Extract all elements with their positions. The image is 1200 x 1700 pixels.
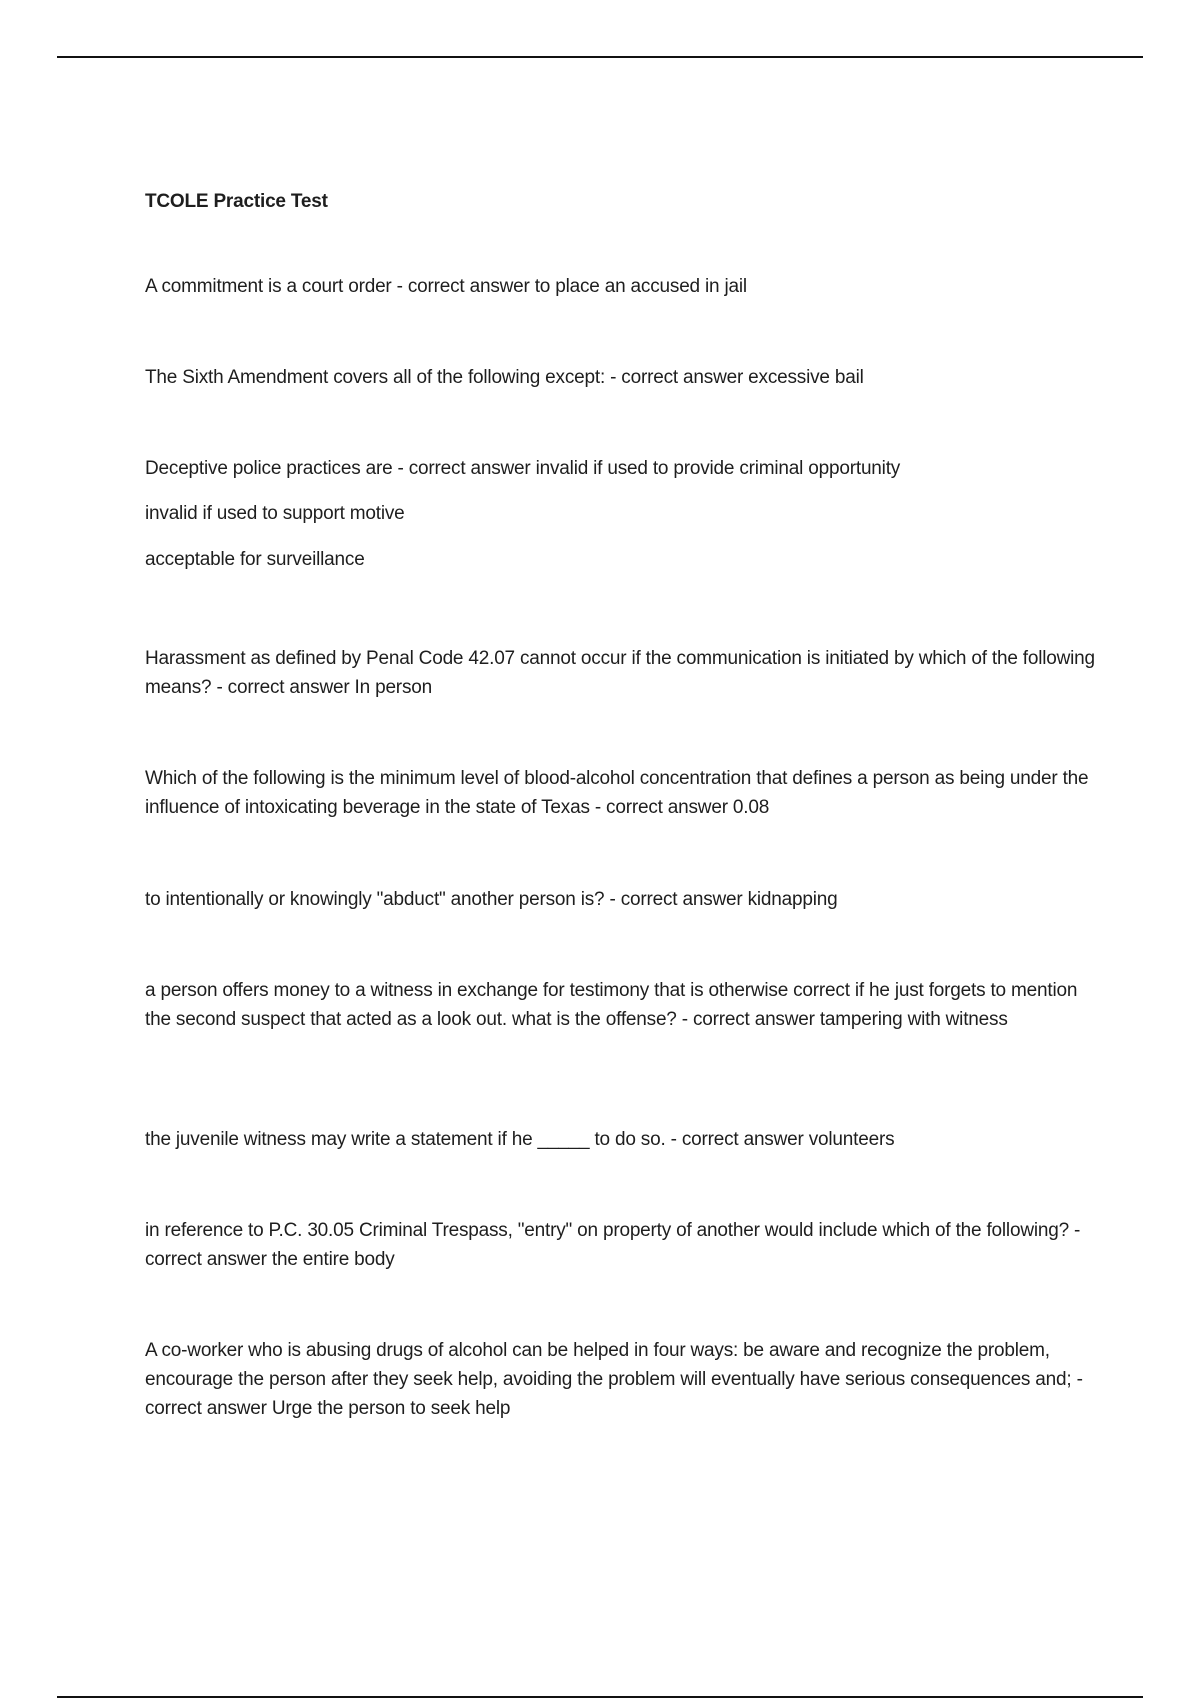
qa-text: a person offers money to a witness in exchange for testimony that is otherwise correct if he just forgets to mention the second suspect that acted as a look out. what is the offense? - correct answer tampering with witness <box>145 980 1078 1030</box>
qa-text: in reference to P.C. 30.05 Criminal Trespass, "entry" on property of another would include which of the following? - correct answer the entire body <box>145 1220 1081 1270</box>
qa-text: A commitment is a court order - correct answer to place an accused in jail <box>145 276 747 297</box>
qa-item-6 <box>145 885 1095 914</box>
qa-text: The Sixth Amendment covers all of the following except: - correct answer excessive bail <box>145 367 864 388</box>
qa-extra-line: invalid if used to support motive <box>145 503 405 524</box>
document-title: TCOLE Practice Test <box>145 191 328 212</box>
qa-text: Harassment as defined by Penal Code 42.07 cannot occur if the communication is initiated by which of the following means? - correct answer In person <box>145 648 1095 698</box>
qa-text: A co-worker who is abusing drugs of alcohol can be helped in four ways: be aware and recognize the problem, encourage the person after they seek help, avoiding the problem will eventually have serious consequences and; - correct answer Urge the person to seek help <box>145 1340 1083 1419</box>
qa-item-8 <box>145 1125 1095 1154</box>
qa-text: Which of the following is the minimum level of blood-alcohol concentration that defines a person as being under the influence of intoxicating beverage in the state of Texas - correct answer 0.08 <box>145 768 1089 818</box>
qa-item-5 <box>145 764 1095 822</box>
qa-text: to intentionally or knowingly "abduct" another person is? - correct answer kidnapping <box>145 889 838 910</box>
qa-extra-line: acceptable for surveillance <box>145 549 365 570</box>
qa-text: the juvenile witness may write a statement if he _____ to do so. - correct answer volunteers <box>145 1129 895 1150</box>
qa-item-7 <box>145 976 1095 1034</box>
qa-item-10 <box>145 1336 1095 1423</box>
qa-text: Deceptive police practices are - correct answer invalid if used to provide criminal opportunity <box>145 458 901 479</box>
qa-item-4 <box>145 644 1095 702</box>
footer-rule <box>57 1696 1143 1698</box>
header-rule <box>57 56 1143 58</box>
qa-item-3 <box>145 454 1095 574</box>
qa-item-9 <box>145 1216 1095 1274</box>
qa-item-1 <box>145 272 1095 301</box>
qa-item-2 <box>145 363 1095 392</box>
